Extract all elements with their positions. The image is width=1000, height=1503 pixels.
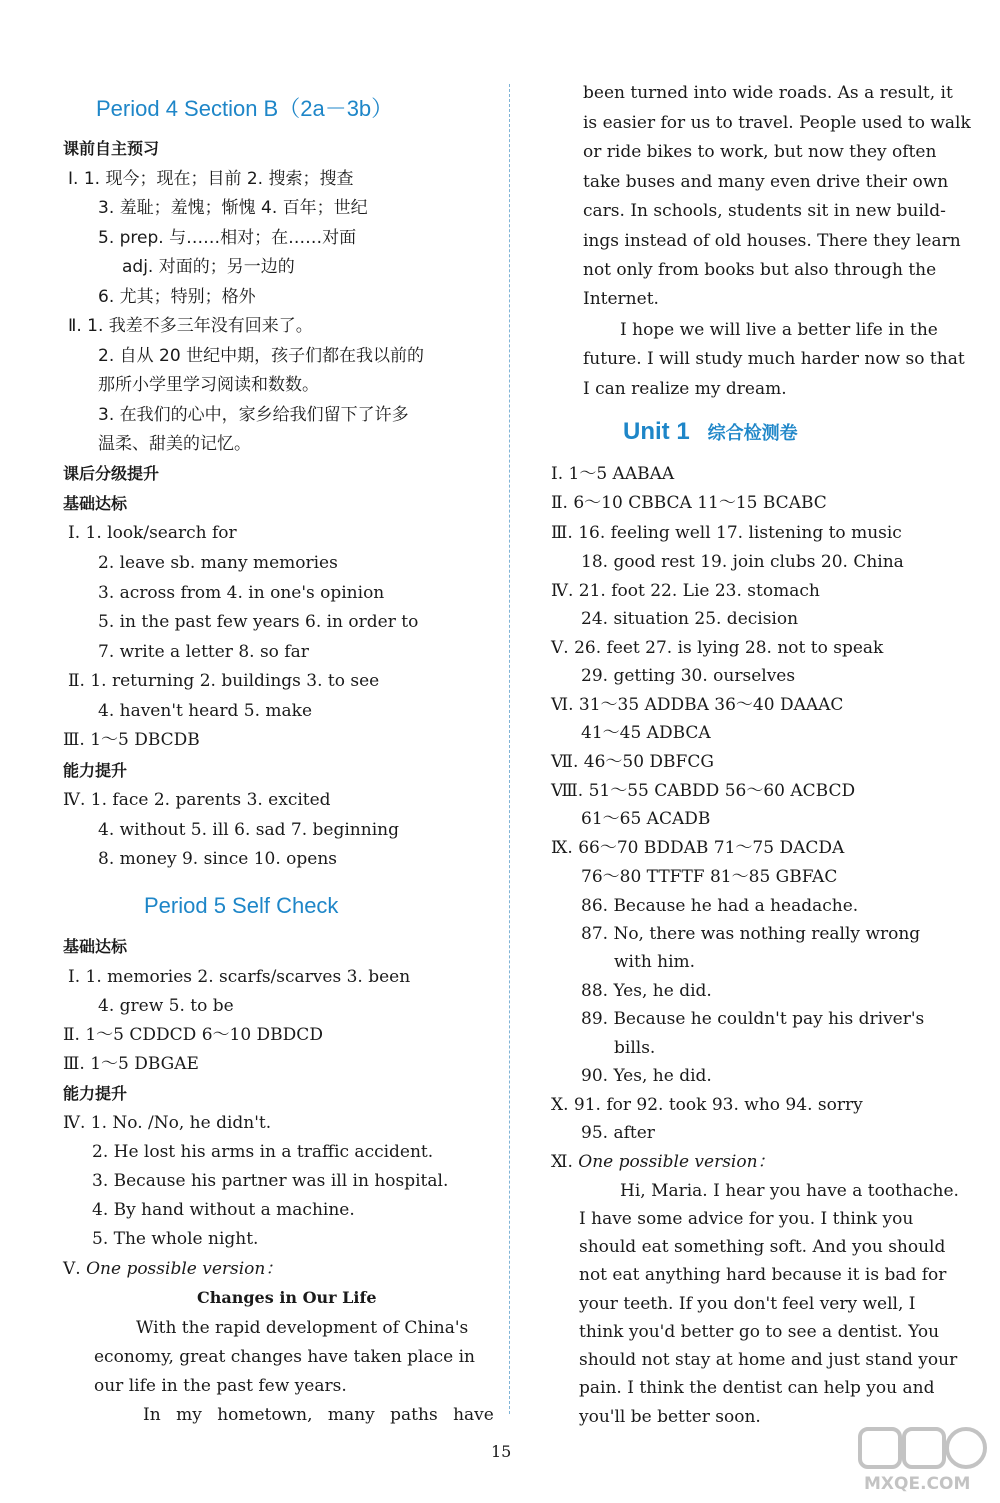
basic-line: 4. haven't heard 5. make — [98, 701, 313, 721]
answer-line: 88. Yes, he did. — [581, 981, 712, 1001]
unit-title-text: Unit 1 — [623, 418, 690, 445]
essay-title: Changes in Our Life — [197, 1288, 377, 1307]
basic-line: 3. across from 4. in one's opinion — [98, 583, 385, 603]
period5-title: Period 5 Self Check — [144, 893, 339, 918]
pre-class-heading: 课前自主预习 — [63, 139, 160, 158]
letter-line: I have some advice for you. I think you — [579, 1209, 914, 1229]
basic-line: 5. in the past few years 6. in order to — [98, 612, 419, 632]
p5-ability-line: 5. The whole night. — [92, 1229, 259, 1249]
essay-cont-line: future. I will study much harder now so that — [583, 349, 965, 369]
p5-basic-line: Ⅲ. 1～5 DBGAE — [63, 1054, 199, 1074]
essay-cont-line: or ride bikes to work, but now they often — [583, 142, 937, 162]
letter-line: think you'd better go to see a dentist. You — [579, 1322, 940, 1342]
answer-line: 86. Because he had a headache. — [581, 896, 859, 916]
answer-line: Ⅷ. 51～55 CABDD 56～60 ACBCD — [551, 781, 856, 801]
v-version-label: One possible version： — [86, 1259, 283, 1279]
answer-line: bills. — [614, 1038, 656, 1058]
p4-line: 3. 在我们的心中，家乡给我们留下了许多 — [98, 405, 409, 425]
p5-ability-line: 4. By hand without a machine. — [92, 1200, 355, 1220]
answer-line: Ⅳ. 21. foot 22. Lie 23. stomach — [551, 581, 820, 601]
answer-line: Ⅵ. 31～35 ADDBA 36～40 DAAAC — [551, 695, 844, 715]
answer-line: 76～80 TTFTF 81～85 GBFAC — [581, 867, 838, 887]
essay-cont-line: I can realize my dream. — [583, 379, 787, 399]
basic-line: Ⅲ. 1～5 DBCDB — [63, 730, 200, 750]
letter-line: should eat something soft. And you should — [579, 1237, 946, 1257]
essay-cont-line: take buses and many even drive their own — [583, 172, 949, 192]
column-divider — [509, 84, 510, 1414]
xi-answer — [551, 1151, 775, 1173]
p5-ability-line: Ⅳ. 1. No. /No, he didn't. — [63, 1113, 272, 1133]
essay-cont-line: I hope we will live a better life in the — [620, 320, 938, 340]
basic-heading-2: 基础达标 — [63, 937, 128, 956]
after-class-heading: 课后分级提升 — [63, 464, 160, 483]
v-prefix: Ⅴ. — [63, 1259, 87, 1279]
essay-line: economy, great changes have taken place in — [94, 1347, 475, 1367]
essay-cont-line: cars. In schools, students sit in new build- — [583, 201, 946, 221]
essay-cont-line: ings instead of old houses. There they learn — [583, 231, 961, 251]
essay-line: With the rapid development of China's — [136, 1318, 469, 1338]
answer-line: 89. Because he couldn't pay his driver's — [581, 1009, 925, 1029]
watermark-logo — [858, 1425, 988, 1495]
basic-line: Ⅰ. 1. look/search for — [68, 523, 237, 543]
page-number: 15 — [491, 1442, 512, 1461]
ability-line: 4. without 5. ill 6. sad 7. beginning — [98, 820, 399, 840]
essay-cont-line: not only from books but also through the — [583, 260, 937, 280]
answer-line: 29. getting 30. ourselves — [581, 666, 796, 686]
p5-basic-line: Ⅰ. 1. memories 2. scarfs/scarves 3. been — [68, 967, 411, 987]
essay-cont-line: been turned into wide roads. As a result, it — [583, 83, 953, 103]
ability-line: Ⅳ. 1. face 2. parents 3. excited — [63, 790, 331, 810]
p4-line: 3. 羞耻；羞愧；惭愧 4. 百年；世纪 — [98, 198, 368, 218]
p4-line: 6. 尤其；特别；格外 — [98, 287, 256, 307]
xi-version-label: One possible version： — [578, 1152, 775, 1172]
p5-basic-line: 4. grew 5. to be — [98, 996, 234, 1016]
basic-line: Ⅱ. 1. returning 2. buildings 3. to see — [68, 671, 380, 691]
letter-line: Hi, Maria. I hear you have a toothache. — [620, 1181, 959, 1201]
answer-line: 87. No, there was nothing really wrong — [581, 924, 921, 944]
answer-line: Ⅰ. 1～5 AABAA — [551, 464, 675, 484]
p5-ability-line: 3. Because his partner was ill in hospital. — [92, 1171, 449, 1191]
answer-line: with him. — [614, 952, 696, 972]
p4-line: adj. 对面的；另一边的 — [122, 257, 295, 277]
answer-line: Ⅲ. 16. feeling well 17. listening to music — [551, 523, 902, 543]
answer-line: 41～45 ADBCA — [581, 723, 711, 743]
ability-heading: 能力提升 — [63, 761, 128, 780]
answer-line: 90. Yes, he did. — [581, 1066, 712, 1086]
period4-title: Period 4 Section B（2a－3b） — [96, 96, 394, 121]
xi-prefix: Ⅺ. — [551, 1152, 579, 1172]
p4-line: 5. prep. 与……相对；在……对面 — [98, 228, 357, 248]
essay-line: our life in the past few years. — [94, 1376, 347, 1396]
ability-line: 8. money 9. since 10. opens — [98, 849, 338, 869]
answer-line: 61～65 ACADB — [581, 809, 711, 829]
letter-line: not eat anything hard because it is bad for — [579, 1265, 947, 1285]
p4-line: Ⅰ. 1. 现今；现在；目前 2. 搜索；搜查 — [68, 169, 354, 189]
essay-cont-line: is easier for us to travel. People used to walk — [583, 113, 971, 133]
p5-basic-line: Ⅱ. 1～5 CDDCD 6～10 DBDCD — [63, 1025, 323, 1045]
p4-line: 2. 自从 20 世纪中期，孩子们都在我以前的 — [98, 346, 425, 366]
basic-line: 7. write a letter 8. so far — [98, 642, 309, 662]
p5-ability-line: 2. He lost his arms in a traffic accident. — [92, 1142, 434, 1162]
letter-line: you'll be better soon. — [579, 1407, 761, 1427]
answer-line: 18. good rest 19. join clubs 20. China — [581, 552, 904, 572]
unit-subtitle: 综合检测卷 — [707, 423, 798, 444]
letter-line: pain. I think the dentist can help you and — [579, 1378, 935, 1398]
answer-line: Ⅱ. 6～10 CBBCA 11～15 BCABC — [551, 493, 827, 513]
unit-title — [623, 418, 798, 446]
p4-line: 那所小学里学习阅读和数数。 — [98, 375, 319, 395]
answer-line: Ⅸ. 66～70 BDDAB 71～75 DACDA — [551, 838, 845, 858]
answer-line: Ⅶ. 46～50 DBFCG — [551, 752, 714, 772]
basic-line: 2. leave sb. many memories — [98, 553, 338, 573]
p4-line: 温柔、甜美的记忆。 — [98, 434, 251, 454]
v-answer — [63, 1258, 282, 1280]
answer-line: Ⅴ. 26. feet 27. is lying 28. not to speak — [551, 638, 884, 658]
letter-line: your teeth. If you don't feel very well, I — [579, 1294, 916, 1314]
answer-line: Ⅹ. 91. for 92. took 93. who 94. sorry — [551, 1095, 863, 1115]
basic-heading: 基础达标 — [63, 494, 128, 513]
answer-line: 95. after — [581, 1123, 655, 1143]
essay-cont-line: Internet. — [583, 289, 659, 309]
ability-heading-2: 能力提升 — [63, 1084, 128, 1103]
watermark-text: MXQE.COM — [864, 1474, 971, 1494]
essay-line: In my hometown, many paths have — [143, 1405, 494, 1425]
answer-line: 24. situation 25. decision — [581, 609, 799, 629]
p4-line: Ⅱ. 1. 我差不多三年没有回来了。 — [68, 316, 313, 336]
letter-line: should not stay at home and just stand your — [579, 1350, 958, 1370]
